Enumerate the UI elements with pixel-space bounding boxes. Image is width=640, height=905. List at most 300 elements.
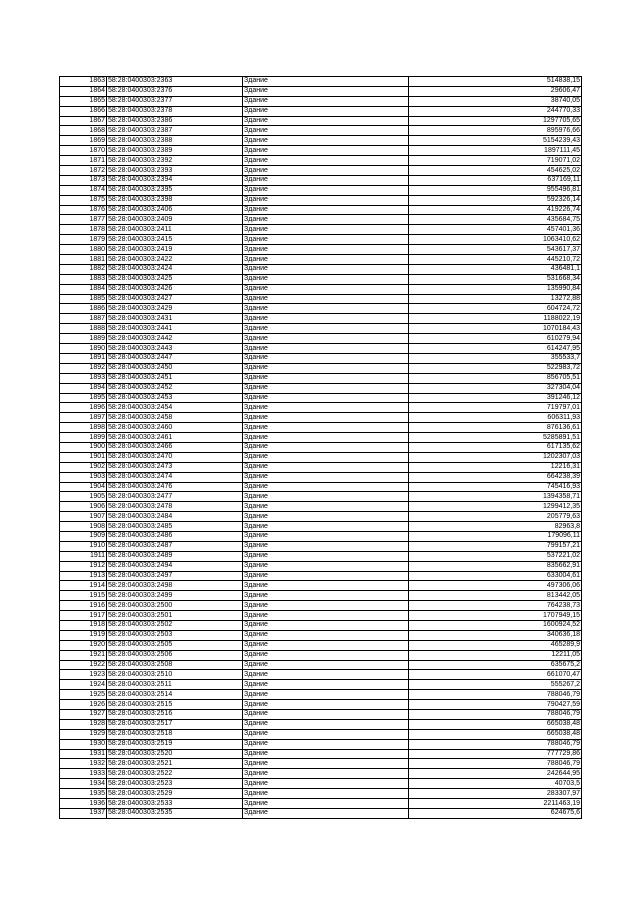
cadastral-value-cell: 12216,31 — [409, 462, 582, 472]
cadastral-number-cell: 58:28:0400303:2485 — [107, 522, 243, 532]
table-row — [60, 729, 582, 739]
table-row — [60, 146, 582, 156]
row-number-cell: 1908 — [60, 522, 107, 532]
table-row — [60, 353, 582, 363]
object-type-cell: Здание — [243, 423, 409, 433]
cadastral-value-cell: 788046,79 — [409, 710, 582, 720]
cadastral-value-cell: 788046,79 — [409, 759, 582, 769]
table-row — [60, 86, 582, 96]
table-row — [60, 472, 582, 482]
table-row — [60, 195, 582, 205]
cadastral-number-cell: 58:28:0400303:2499 — [107, 591, 243, 601]
cadastral-number-cell: 58:28:0400303:2533 — [107, 799, 243, 809]
object-type-cell: Здание — [243, 551, 409, 561]
cadastral-value-cell: 1707949,15 — [409, 611, 582, 621]
cadastral-value-cell: 1897111,45 — [409, 146, 582, 156]
cadastral-value-cell: 835662,91 — [409, 561, 582, 571]
table-row — [60, 284, 582, 294]
object-type-cell: Здание — [243, 541, 409, 551]
object-type-cell: Здание — [243, 442, 409, 452]
table-row — [60, 739, 582, 749]
table-row — [60, 373, 582, 383]
row-number-cell: 1878 — [60, 225, 107, 235]
row-number-cell: 1916 — [60, 601, 107, 611]
cadastral-number-cell: 58:28:0400303:2484 — [107, 512, 243, 522]
cadastral-value-cell: 788046,79 — [409, 739, 582, 749]
object-type-cell: Здание — [243, 175, 409, 185]
row-number-cell: 1921 — [60, 650, 107, 660]
table-row — [60, 551, 582, 561]
row-number-cell: 1922 — [60, 660, 107, 670]
row-number-cell: 1873 — [60, 175, 107, 185]
object-type-cell: Здание — [243, 799, 409, 809]
row-number-cell: 1870 — [60, 146, 107, 156]
object-type-cell: Здание — [243, 700, 409, 710]
cadastral-number-cell: 58:28:0400303:2501 — [107, 611, 243, 621]
object-type-cell: Здание — [243, 561, 409, 571]
cadastral-number-cell: 58:28:0400303:2476 — [107, 482, 243, 492]
cadastral-value-cell: 445210,72 — [409, 255, 582, 265]
table-row — [60, 423, 582, 433]
object-type-cell: Здание — [243, 630, 409, 640]
cadastral-number-cell: 58:28:0400303:2426 — [107, 284, 243, 294]
table-row — [60, 442, 582, 452]
cadastral-number-cell: 58:28:0400303:2466 — [107, 442, 243, 452]
cadastral-number-cell: 58:28:0400303:2487 — [107, 541, 243, 551]
table-row — [60, 255, 582, 265]
cadastral-number-cell: 58:28:0400303:2450 — [107, 363, 243, 373]
object-type-cell: Здание — [243, 769, 409, 779]
registry-table-body — [60, 77, 582, 819]
row-number-cell: 1893 — [60, 373, 107, 383]
table-row — [60, 225, 582, 235]
object-type-cell: Здание — [243, 324, 409, 334]
row-number-cell: 1894 — [60, 383, 107, 393]
object-type-cell: Здание — [243, 264, 409, 274]
object-type-cell: Здание — [243, 86, 409, 96]
table-row — [60, 185, 582, 195]
row-number-cell: 1882 — [60, 264, 107, 274]
table-row — [60, 799, 582, 809]
table-row — [60, 492, 582, 502]
object-type-cell: Здание — [243, 789, 409, 799]
table-row — [60, 314, 582, 324]
cadastral-value-cell: 514838,15 — [409, 77, 582, 87]
object-type-cell: Здание — [243, 690, 409, 700]
table-row — [60, 561, 582, 571]
row-number-cell: 1913 — [60, 571, 107, 581]
table-row — [60, 749, 582, 759]
cadastral-number-cell: 58:28:0400303:2506 — [107, 650, 243, 660]
object-type-cell: Здание — [243, 344, 409, 354]
cadastral-number-cell: 58:28:0400303:2427 — [107, 294, 243, 304]
cadastral-value-cell: 1394358,71 — [409, 492, 582, 502]
object-type-cell: Здание — [243, 749, 409, 759]
object-type-cell: Здание — [243, 166, 409, 176]
cadastral-value-cell: 592326,14 — [409, 195, 582, 205]
cadastral-value-cell: 2211463,19 — [409, 799, 582, 809]
row-number-cell: 1885 — [60, 294, 107, 304]
cadastral-number-cell: 58:28:0400303:2389 — [107, 146, 243, 156]
cadastral-value-cell: 635675,2 — [409, 660, 582, 670]
object-type-cell: Здание — [243, 462, 409, 472]
cadastral-value-cell: 856705,51 — [409, 373, 582, 383]
cadastral-value-cell: 876136,61 — [409, 423, 582, 433]
table-row — [60, 403, 582, 413]
cadastral-value-cell: 665038,48 — [409, 719, 582, 729]
object-type-cell: Здание — [243, 472, 409, 482]
table-row — [60, 245, 582, 255]
object-type-cell: Здание — [243, 670, 409, 680]
cadastral-number-cell: 58:28:0400303:2419 — [107, 245, 243, 255]
table-row — [60, 808, 582, 818]
row-number-cell: 1868 — [60, 126, 107, 136]
row-number-cell: 1915 — [60, 591, 107, 601]
row-number-cell: 1874 — [60, 185, 107, 195]
cadastral-number-cell: 58:28:0400303:2514 — [107, 690, 243, 700]
cadastral-number-cell: 58:28:0400303:2518 — [107, 729, 243, 739]
object-type-cell: Здание — [243, 620, 409, 630]
table-row — [60, 363, 582, 373]
row-number-cell: 1880 — [60, 245, 107, 255]
table-row — [60, 620, 582, 630]
cadastral-number-cell: 58:28:0400303:2489 — [107, 551, 243, 561]
cadastral-value-cell: 1202307,03 — [409, 452, 582, 462]
table-row — [60, 611, 582, 621]
row-number-cell: 1925 — [60, 690, 107, 700]
cadastral-value-cell: 604724,72 — [409, 304, 582, 314]
cadastral-value-cell: 606311,93 — [409, 413, 582, 423]
row-number-cell: 1898 — [60, 423, 107, 433]
object-type-cell: Здание — [243, 373, 409, 383]
cadastral-number-cell: 58:28:0400303:2415 — [107, 235, 243, 245]
table-row — [60, 156, 582, 166]
table-row — [60, 700, 582, 710]
object-type-cell: Здание — [243, 591, 409, 601]
object-type-cell: Здание — [243, 512, 409, 522]
object-type-cell: Здание — [243, 106, 409, 116]
object-type-cell: Здание — [243, 759, 409, 769]
object-type-cell: Здание — [243, 136, 409, 146]
cadastral-number-cell: 58:28:0400303:2378 — [107, 106, 243, 116]
row-number-cell: 1906 — [60, 502, 107, 512]
cadastral-number-cell: 58:28:0400303:2453 — [107, 393, 243, 403]
cadastral-value-cell: 895976,66 — [409, 126, 582, 136]
object-type-cell: Здание — [243, 235, 409, 245]
cadastral-number-cell: 58:28:0400303:2452 — [107, 383, 243, 393]
cadastral-value-cell: 179096,11 — [409, 531, 582, 541]
table-row — [60, 670, 582, 680]
object-type-cell: Здание — [243, 185, 409, 195]
object-type-cell: Здание — [243, 660, 409, 670]
cadastral-value-cell: 617135,62 — [409, 442, 582, 452]
object-type-cell: Здание — [243, 403, 409, 413]
object-type-cell: Здание — [243, 314, 409, 324]
cadastral-number-cell: 58:28:0400303:2516 — [107, 710, 243, 720]
cadastral-number-cell: 58:28:0400303:2470 — [107, 452, 243, 462]
row-number-cell: 1877 — [60, 215, 107, 225]
object-type-cell: Здание — [243, 719, 409, 729]
cadastral-value-cell: 419226,74 — [409, 205, 582, 215]
object-type-cell: Здание — [243, 413, 409, 423]
cadastral-value-cell: 391246,12 — [409, 393, 582, 403]
row-number-cell: 1920 — [60, 640, 107, 650]
cadastral-value-cell: 1299412,35 — [409, 502, 582, 512]
row-number-cell: 1919 — [60, 630, 107, 640]
cadastral-value-cell: 29606,47 — [409, 86, 582, 96]
cadastral-number-cell: 58:28:0400303:2443 — [107, 344, 243, 354]
object-type-cell: Здание — [243, 650, 409, 660]
object-type-cell: Здание — [243, 502, 409, 512]
object-type-cell: Здание — [243, 205, 409, 215]
row-number-cell: 1931 — [60, 749, 107, 759]
table-row — [60, 106, 582, 116]
object-type-cell: Здание — [243, 215, 409, 225]
table-row — [60, 719, 582, 729]
cadastral-number-cell: 58:28:0400303:2511 — [107, 680, 243, 690]
cadastral-value-cell: 777729,86 — [409, 749, 582, 759]
row-number-cell: 1936 — [60, 799, 107, 809]
cadastral-number-cell: 58:28:0400303:2520 — [107, 749, 243, 759]
cadastral-value-cell: 12211,05 — [409, 650, 582, 660]
cadastral-number-cell: 58:28:0400303:2460 — [107, 423, 243, 433]
cadastral-value-cell: 637169,11 — [409, 175, 582, 185]
cadastral-value-cell: 242644,95 — [409, 769, 582, 779]
cadastral-value-cell: 624675,6 — [409, 808, 582, 818]
object-type-cell: Здание — [243, 571, 409, 581]
table-row — [60, 571, 582, 581]
row-number-cell: 1909 — [60, 531, 107, 541]
object-type-cell: Здание — [243, 156, 409, 166]
cadastral-number-cell: 58:28:0400303:2451 — [107, 373, 243, 383]
cadastral-number-cell: 58:28:0400303:2473 — [107, 462, 243, 472]
cadastral-number-cell: 58:28:0400303:2386 — [107, 116, 243, 126]
row-number-cell: 1895 — [60, 393, 107, 403]
table-row — [60, 344, 582, 354]
cadastral-value-cell: 555267,2 — [409, 680, 582, 690]
row-number-cell: 1934 — [60, 779, 107, 789]
cadastral-value-cell: 454625,02 — [409, 166, 582, 176]
row-number-cell: 1929 — [60, 729, 107, 739]
cadastral-value-cell: 764238,73 — [409, 601, 582, 611]
cadastral-value-cell: 327304,04 — [409, 383, 582, 393]
cadastral-value-cell: 745416,93 — [409, 482, 582, 492]
row-number-cell: 1869 — [60, 136, 107, 146]
cadastral-number-cell: 58:28:0400303:2529 — [107, 789, 243, 799]
row-number-cell: 1899 — [60, 433, 107, 443]
table-row — [60, 591, 582, 601]
object-type-cell: Здание — [243, 255, 409, 265]
cadastral-number-cell: 58:28:0400303:2521 — [107, 759, 243, 769]
table-row — [60, 175, 582, 185]
object-type-cell: Здание — [243, 363, 409, 373]
cadastral-value-cell: 719071,02 — [409, 156, 582, 166]
table-row — [60, 512, 582, 522]
table-row — [60, 96, 582, 106]
row-number-cell: 1896 — [60, 403, 107, 413]
row-number-cell: 1912 — [60, 561, 107, 571]
table-row — [60, 452, 582, 462]
cadastral-number-cell: 58:28:0400303:2447 — [107, 353, 243, 363]
cadastral-value-cell: 13272,88 — [409, 294, 582, 304]
row-number-cell: 1903 — [60, 472, 107, 482]
cadastral-value-cell: 788046,79 — [409, 690, 582, 700]
row-number-cell: 1884 — [60, 284, 107, 294]
cadastral-number-cell: 58:28:0400303:2392 — [107, 156, 243, 166]
cadastral-number-cell: 58:28:0400303:2441 — [107, 324, 243, 334]
cadastral-value-cell: 531668,34 — [409, 274, 582, 284]
table-row — [60, 393, 582, 403]
row-number-cell: 1881 — [60, 255, 107, 265]
cadastral-number-cell: 58:28:0400303:2406 — [107, 205, 243, 215]
row-number-cell: 1886 — [60, 304, 107, 314]
cadastral-value-cell: 1070184,43 — [409, 324, 582, 334]
cadastral-number-cell: 58:28:0400303:2387 — [107, 126, 243, 136]
cadastral-number-cell: 58:28:0400303:2517 — [107, 719, 243, 729]
object-type-cell: Здание — [243, 225, 409, 235]
object-type-cell: Здание — [243, 729, 409, 739]
cadastral-number-cell: 58:28:0400303:2508 — [107, 660, 243, 670]
cadastral-number-cell: 58:28:0400303:2523 — [107, 779, 243, 789]
cadastral-number-cell: 58:28:0400303:2477 — [107, 492, 243, 502]
row-number-cell: 1926 — [60, 700, 107, 710]
table-row — [60, 650, 582, 660]
table-row — [60, 640, 582, 650]
table-row — [60, 264, 582, 274]
cadastral-value-cell: 457401,36 — [409, 225, 582, 235]
cadastral-value-cell: 497306,06 — [409, 581, 582, 591]
cadastral-value-cell: 719797,01 — [409, 403, 582, 413]
cadastral-value-cell: 1063410,62 — [409, 235, 582, 245]
row-number-cell: 1883 — [60, 274, 107, 284]
table-row — [60, 680, 582, 690]
row-number-cell: 1872 — [60, 166, 107, 176]
cadastral-number-cell: 58:28:0400303:2388 — [107, 136, 243, 146]
object-type-cell: Здание — [243, 294, 409, 304]
table-row — [60, 541, 582, 551]
object-type-cell: Здание — [243, 334, 409, 344]
cadastral-number-cell: 58:28:0400303:2522 — [107, 769, 243, 779]
object-type-cell: Здание — [243, 96, 409, 106]
object-type-cell: Здание — [243, 611, 409, 621]
row-number-cell: 1897 — [60, 413, 107, 423]
table-row — [60, 690, 582, 700]
object-type-cell: Здание — [243, 452, 409, 462]
row-number-cell: 1864 — [60, 86, 107, 96]
cadastral-number-cell: 58:28:0400303:2535 — [107, 808, 243, 818]
cadastral-value-cell: 205779,63 — [409, 512, 582, 522]
cadastral-value-cell: 5285891,51 — [409, 433, 582, 443]
table-row — [60, 166, 582, 176]
cadastral-number-cell: 58:28:0400303:2486 — [107, 531, 243, 541]
cadastral-number-cell: 58:28:0400303:2500 — [107, 601, 243, 611]
cadastral-value-cell: 661070,47 — [409, 670, 582, 680]
cadastral-number-cell: 58:28:0400303:2510 — [107, 670, 243, 680]
table-row — [60, 769, 582, 779]
table-row — [60, 116, 582, 126]
object-type-cell: Здание — [243, 808, 409, 818]
cadastral-value-cell: 82963,8 — [409, 522, 582, 532]
table-row — [60, 433, 582, 443]
row-number-cell: 1924 — [60, 680, 107, 690]
row-number-cell: 1930 — [60, 739, 107, 749]
object-type-cell: Здание — [243, 146, 409, 156]
row-number-cell: 1917 — [60, 611, 107, 621]
row-number-cell: 1911 — [60, 551, 107, 561]
row-number-cell: 1914 — [60, 581, 107, 591]
cadastral-value-cell: 436481,1 — [409, 264, 582, 274]
cadastral-value-cell: 633004,61 — [409, 571, 582, 581]
row-number-cell: 1932 — [60, 759, 107, 769]
table-row — [60, 413, 582, 423]
cadastral-value-cell: 38740,05 — [409, 96, 582, 106]
property-registry-table — [59, 76, 582, 819]
table-row — [60, 581, 582, 591]
cadastral-value-cell: 813442,05 — [409, 591, 582, 601]
object-type-cell: Здание — [243, 393, 409, 403]
cadastral-value-cell: 244770,33 — [409, 106, 582, 116]
object-type-cell: Здание — [243, 779, 409, 789]
cadastral-value-cell: 355533,7 — [409, 353, 582, 363]
cadastral-number-cell: 58:28:0400303:2398 — [107, 195, 243, 205]
cadastral-value-cell: 537221,02 — [409, 551, 582, 561]
object-type-cell: Здание — [243, 77, 409, 87]
row-number-cell: 1900 — [60, 442, 107, 452]
table-row — [60, 383, 582, 393]
cadastral-value-cell: 1188022,19 — [409, 314, 582, 324]
cadastral-value-cell: 610279,94 — [409, 334, 582, 344]
table-row — [60, 759, 582, 769]
row-number-cell: 1927 — [60, 710, 107, 720]
object-type-cell: Здание — [243, 126, 409, 136]
row-number-cell: 1890 — [60, 344, 107, 354]
cadastral-value-cell: 543617,37 — [409, 245, 582, 255]
object-type-cell: Здание — [243, 710, 409, 720]
row-number-cell: 1889 — [60, 334, 107, 344]
row-number-cell: 1867 — [60, 116, 107, 126]
table-row — [60, 235, 582, 245]
row-number-cell: 1887 — [60, 314, 107, 324]
table-row — [60, 779, 582, 789]
row-number-cell: 1879 — [60, 235, 107, 245]
cadastral-number-cell: 58:28:0400303:2478 — [107, 502, 243, 512]
table-row — [60, 205, 582, 215]
table-row — [60, 601, 582, 611]
table-row — [60, 660, 582, 670]
table-row — [60, 77, 582, 87]
cadastral-number-cell: 58:28:0400303:2458 — [107, 413, 243, 423]
cadastral-number-cell: 58:28:0400303:2461 — [107, 433, 243, 443]
object-type-cell: Здание — [243, 353, 409, 363]
table-row — [60, 136, 582, 146]
row-number-cell: 1904 — [60, 482, 107, 492]
cadastral-value-cell: 5154239,43 — [409, 136, 582, 146]
table-row — [60, 710, 582, 720]
cadastral-number-cell: 58:28:0400303:2425 — [107, 274, 243, 284]
cadastral-number-cell: 58:28:0400303:2442 — [107, 334, 243, 344]
cadastral-value-cell: 283307,97 — [409, 789, 582, 799]
cadastral-value-cell: 614247,95 — [409, 344, 582, 354]
cadastral-number-cell: 58:28:0400303:2503 — [107, 630, 243, 640]
cadastral-value-cell: 955496,81 — [409, 185, 582, 195]
cadastral-number-cell: 58:28:0400303:2376 — [107, 86, 243, 96]
table-row — [60, 462, 582, 472]
cadastral-number-cell: 58:28:0400303:2502 — [107, 620, 243, 630]
cadastral-value-cell: 1297705,65 — [409, 116, 582, 126]
cadastral-number-cell: 58:28:0400303:2409 — [107, 215, 243, 225]
cadastral-value-cell: 522983,72 — [409, 363, 582, 373]
object-type-cell: Здание — [243, 383, 409, 393]
